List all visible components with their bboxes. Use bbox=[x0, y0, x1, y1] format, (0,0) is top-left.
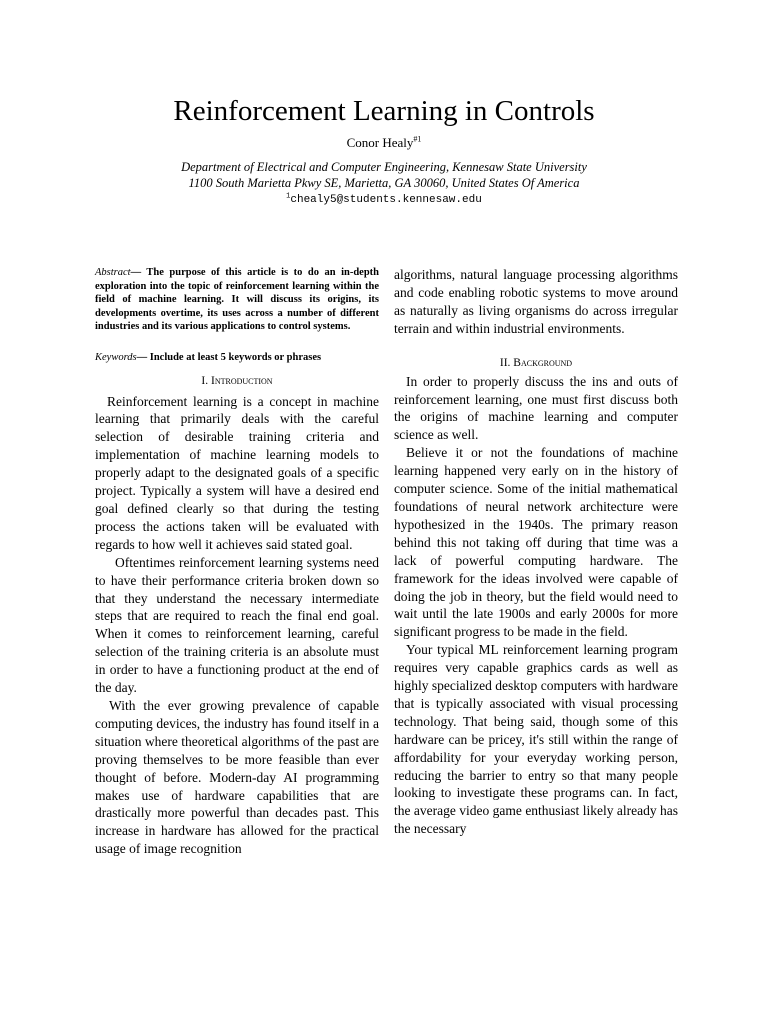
intro-paragraph-3-continued: algorithms, natural language processing algorithms and code enabling robotic systems to move around as naturally as living organisms do across irregular terrain and within industrial environments. bbox=[394, 267, 678, 336]
author-mark: #1 bbox=[413, 134, 422, 144]
background-paragraph-1: In order to properly discuss the ins and outs of reinforcement learning, one must first discuss both the origins of machine learning and computer science as well. bbox=[394, 373, 678, 443]
abstract-label: Abstract bbox=[95, 267, 131, 278]
background-paragraph-3: Your typical ML reinforcement learning program requires very capable graphics cards as well as highly specialized desktop computers with hardware that is typically associated with visual processing technology. That being said, though some of this hardware can be pricey, it's still within the range of affordability for your everyday working person, reducing the barrier to entry so that many people looking to investigate these programs can. In fact, the average video game enthusiast likely already has the necessary bbox=[394, 642, 678, 837]
paper-title: Reinforcement Learning in Controls bbox=[173, 95, 595, 127]
keywords-label: Keywords bbox=[95, 351, 137, 363]
intro-paragraph-1: Reinforcement learning is a concept in machine learning that primarily deals with the careful selection of desirable training criteria and implementation of machine learning models to properly adapt to the designated goals of a specific project. Typically a system will have a desired end goal defined clearly so that during the testing process the actions taken will be evaluated with regards to how well it achieves said stated goal. bbox=[95, 393, 379, 552]
keywords bbox=[95, 351, 379, 365]
affiliation-department: Department of Electrical and Computer Engineering, Kennesaw State University bbox=[181, 160, 587, 174]
keywords-text: — Include at least 5 keywords or phrases bbox=[136, 351, 322, 363]
author-email-line bbox=[0, 192, 768, 208]
author-name: Conor Healy bbox=[346, 135, 414, 150]
intro-paragraph-2: Oftentimes reinforcement learning systems need to have their performance criteria broken down so that they understand the necessary intermediate steps that are required to reach the final end goal. When it comes to reinforcement learning, careful selection of the training criteria is an absolute must in order to have a functioning product at the end of the day. bbox=[95, 554, 379, 696]
intro-paragraph-3: With the ever growing prevalence of capable computing devices, the industry has found itself in a situation where theoretical algorithms of the past are proving themselves to be more feasible than ever thought of before. Modern-day AI programming makes use of hardware capabilities that are drastically more powerful than decades past. This increase in hardware has allowed for the practical usage of image recognition bbox=[95, 697, 379, 857]
left-column bbox=[95, 266, 379, 858]
affiliation-address: 1100 South Marietta Pkwy SE, Marietta, GA 30060, United States Of America bbox=[188, 176, 580, 190]
author-line bbox=[0, 134, 768, 152]
background-paragraph-2: Believe it or not the foundations of machine learning happened very early on in the history of computer science. Some of the initial mathematical foundations of neural network architecture were hypothesized in the 1940s. The primary reason behind this not taking off during that time was a lack of powerful computing hardware. The framework for the ideas involved were capable of doing the job in theory, but the field would need to wait until the late 1900s and early 2000s for more significant progress to be made in the field. bbox=[394, 445, 678, 640]
email-mark: 1 bbox=[286, 192, 291, 201]
abstract-text: — The purpose of this article is to do an in-depth exploration into the topic of reinforcement learning within the field of machine learning. It will discuss its origins, its developments overtime, its uses across a number of different industries and its various applications to control systems. bbox=[95, 267, 379, 333]
author-email[interactable]: chealy5@students.kennesaw.edu bbox=[290, 194, 482, 206]
abstract bbox=[95, 266, 379, 334]
right-column bbox=[394, 266, 678, 838]
section-heading-introduction: I. Introduction bbox=[201, 374, 273, 387]
section-heading-background: II. Background bbox=[499, 356, 573, 369]
